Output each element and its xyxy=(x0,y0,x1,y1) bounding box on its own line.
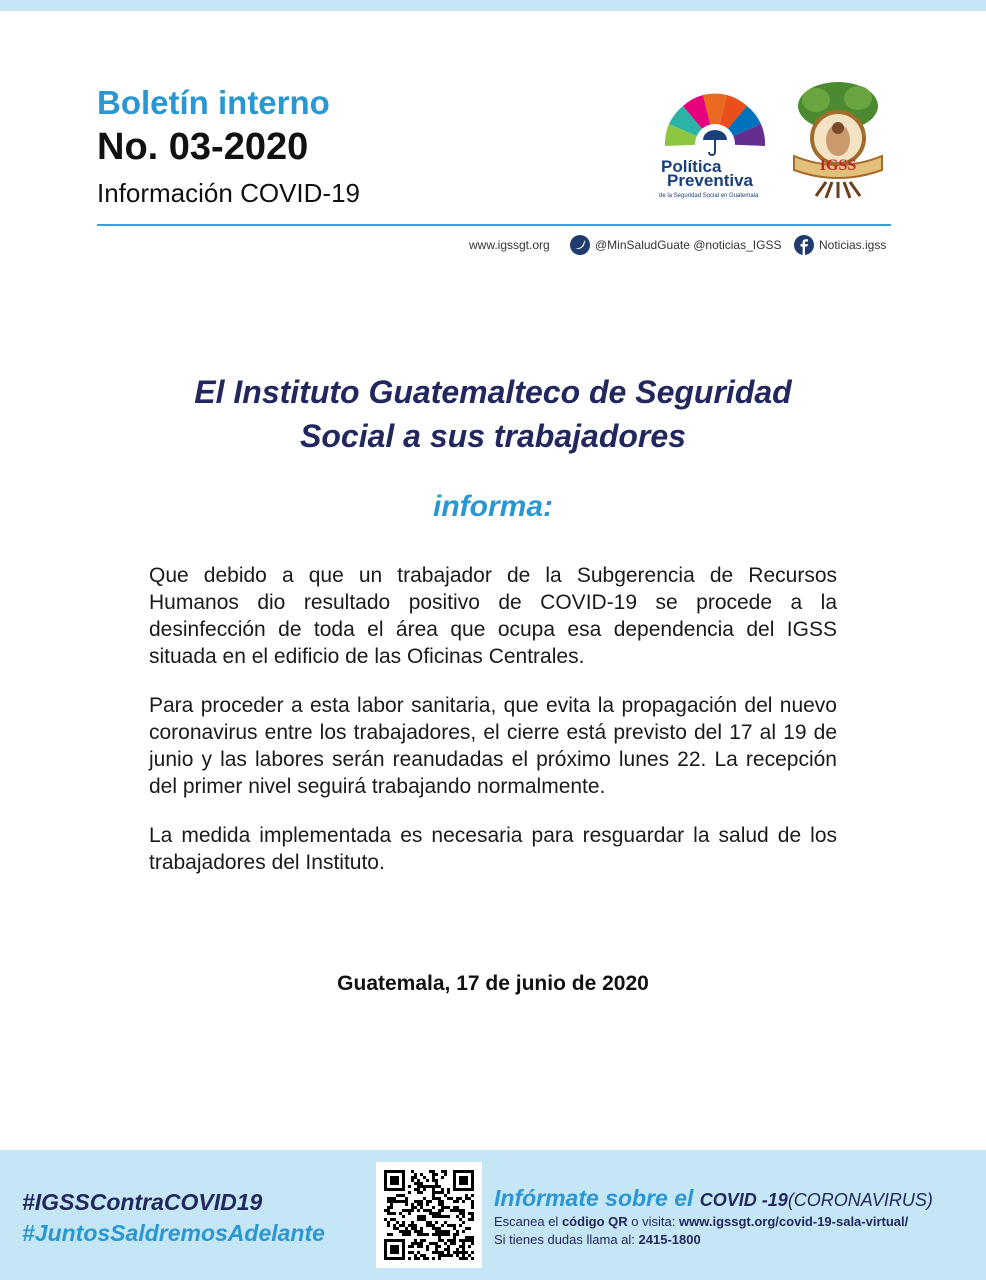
facebook-text: Noticias.igss xyxy=(819,238,887,252)
info-covid: COVID -19 xyxy=(699,1190,788,1210)
twitter-link[interactable] xyxy=(570,234,781,256)
info-heading-text: Infórmate sobre el xyxy=(494,1185,694,1211)
phone-line xyxy=(494,1232,701,1247)
bulletin-series: Boletín interno xyxy=(97,84,330,121)
top-strip xyxy=(0,0,986,11)
bulletin-number: No. 03-2020 xyxy=(97,126,309,168)
preventiva-text: Preventiva xyxy=(667,171,753,190)
politica-text: Política xyxy=(661,157,722,176)
scan-prefix: Escanea el xyxy=(494,1214,559,1229)
twitter-icon xyxy=(570,235,590,255)
headline xyxy=(120,370,866,458)
qr-code[interactable] xyxy=(376,1162,482,1268)
paragraph-1: Que debido a que un trabajador de la Subgerencia de Recursos Humanos dio resultado positivo de COVID-19 se procede a la desinfección de toda el área que ocupa esa dependencia del IGSS situada en el edificio de las Oficinas Centrales. xyxy=(149,564,837,668)
qr-code-icon xyxy=(384,1170,474,1260)
body-text xyxy=(149,562,837,898)
igss-seal-logo xyxy=(786,78,890,200)
info-coronavirus: (CORONAVIRUS) xyxy=(787,1190,933,1210)
facebook-link[interactable] xyxy=(794,234,886,256)
scan-line xyxy=(494,1214,908,1229)
igss-seal-text: IGSS xyxy=(819,157,857,174)
twitter-text: @MinSaludGuate @noticias_IGSS xyxy=(595,238,782,252)
paragraph-3: La medida implementada es necesaria para resguardar la salud de los trabajadores del Instituto. xyxy=(149,824,837,874)
politica-preventiva-logo xyxy=(655,84,775,200)
informa-heading: informa: xyxy=(433,490,553,523)
website-text: www.igssgt.org xyxy=(469,238,550,252)
info-heading xyxy=(494,1185,933,1212)
scan-url-link[interactable]: www.igssgt.org/covid-19-sala-virtual/ xyxy=(679,1214,909,1229)
bulletin-subject: Información COVID-19 xyxy=(97,178,360,208)
header-divider xyxy=(97,224,891,226)
website-link[interactable] xyxy=(469,234,550,256)
hashtag-juntos: #JuntosSaldremosAdelante xyxy=(22,1220,325,1246)
headline-line-1: El Instituto Guatemalteco de Seguridad xyxy=(194,374,792,410)
paragraph-2: Para proceder a esta labor sanitaria, que evita la propagación del nuevo coronavirus entre los trabajadores, el cierre está previsto del 17 al 19 de junio y las labores serán reanudadas el próximo lunes 22. La recepción del primer nivel seguirá trabajando normalmente. xyxy=(149,694,837,798)
scan-qr: código QR xyxy=(561,1214,628,1229)
dateline: Guatemala, 17 de junio de 2020 xyxy=(337,972,649,995)
phone-prefix: Si tienes dudas llama al: xyxy=(494,1232,635,1247)
headline-line-2: Social a sus trabajadores xyxy=(300,418,686,454)
facebook-icon xyxy=(794,235,814,255)
hashtag-igss: #IGSSContraCOVID19 xyxy=(22,1189,263,1215)
politica-subtext: de la Seguridad Social en Guatemala xyxy=(659,193,759,199)
phone-number: 2415-1800 xyxy=(638,1232,701,1247)
scan-mid: o visita: xyxy=(631,1214,676,1229)
